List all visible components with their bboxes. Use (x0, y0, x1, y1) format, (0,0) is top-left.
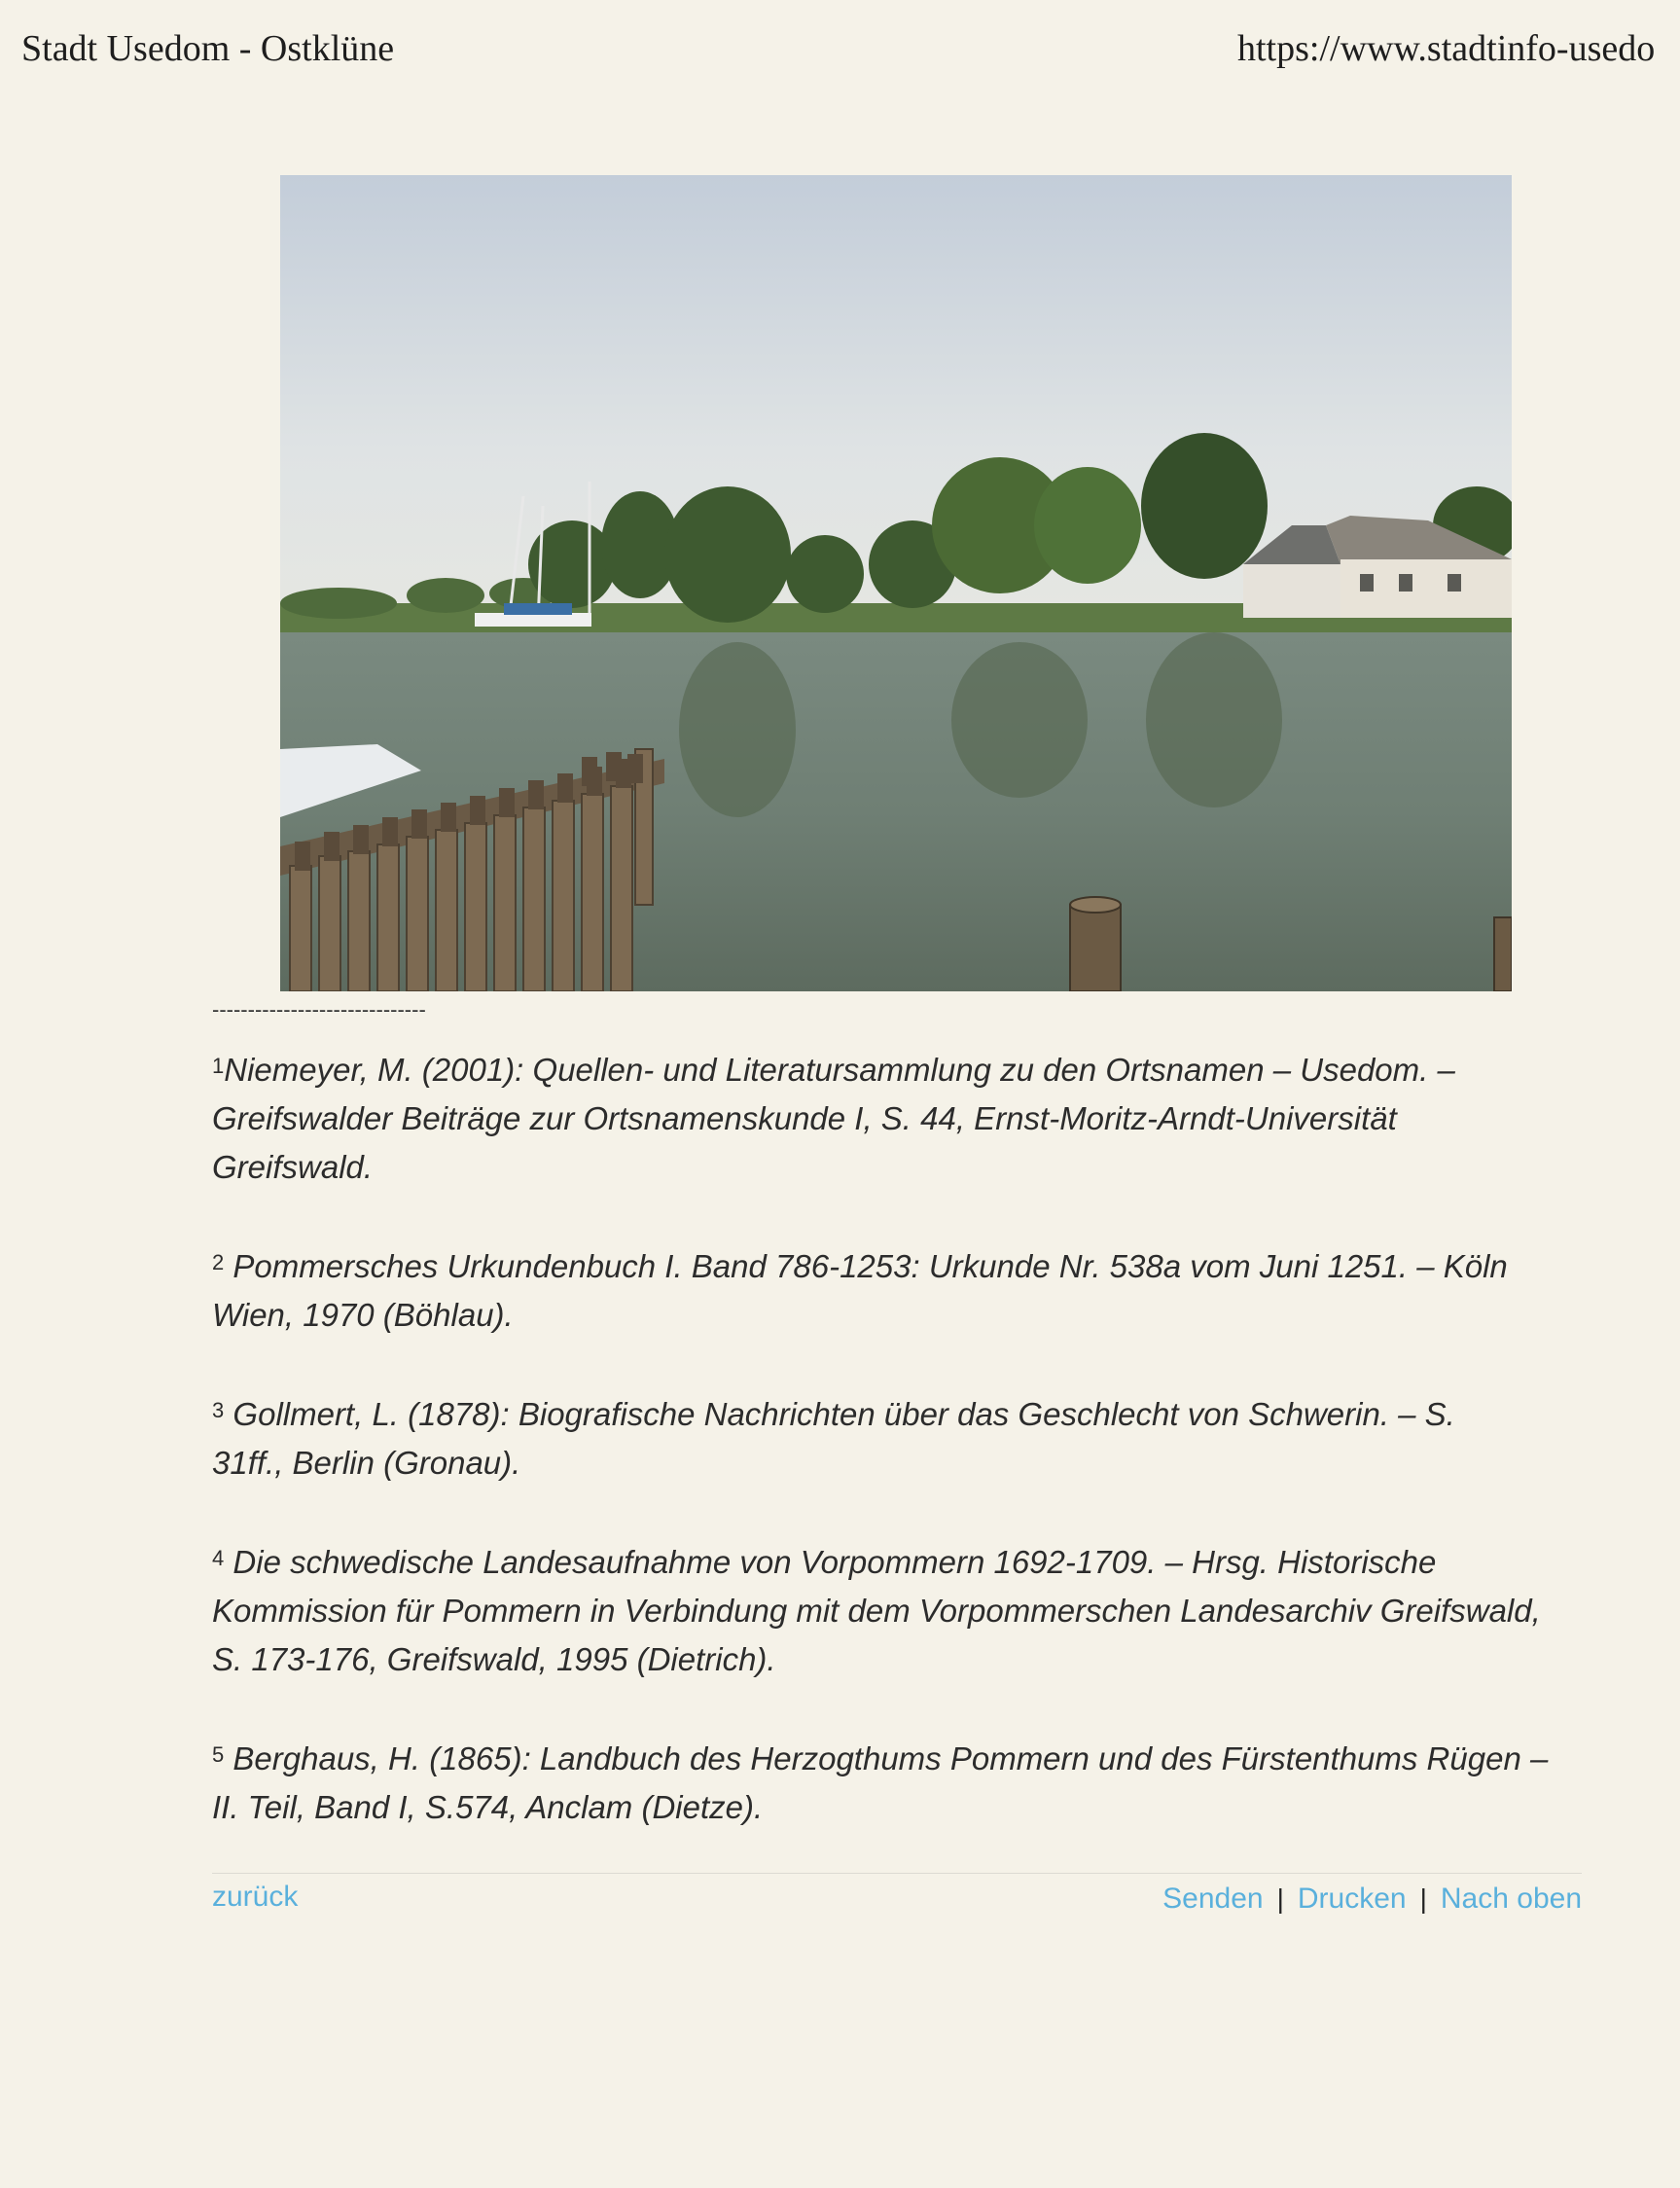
footnote-4: $^4$ Die schwedische Landesaufnahme von Vorpommern 1692-1709. – Hrsg. Historische Kommission für Pommern in Verbindung mit dem Vorpommerschen Landesarchiv Greifswald, S. 173-176, Greifswald, 1995 (Dietrich). (212, 1544, 1541, 1677)
page-title: Stadt Usedom - Ostklüne (21, 28, 395, 69)
footer-divider (212, 1873, 1582, 1874)
nav-divider: | (1276, 1883, 1284, 1914)
page-url: https://www.stadtinfo-usedo (1237, 28, 1656, 69)
back-link[interactable]: zurück (212, 1881, 299, 1913)
send-link[interactable]: Senden (1162, 1883, 1264, 1915)
print-link[interactable]: Drucken (1297, 1883, 1407, 1915)
footnote-5: $^5$ Berghaus, H. (1865): Landbuch des Herzogthums Pommern und des Fürstenthums Rügen – II. Teil, Band I, S.574, Anclam (Dietze). (212, 1740, 1549, 1825)
footnote-1: $^1$Niemeyer, M. (2001): Quellen- und Literatursammlung zu den Ortsnamen – Usedom. – Greifswalder Beiträge zur Ortsnamenskunde I, S. 44, Ernst-Moritz-Arndt-Universität Greifswald. (212, 1052, 1455, 1185)
footnote-3: $^3$ Gollmert, L. (1878): Biografische Nachrichten über das Geschlecht von Schwerin. – S. 31ff., Berlin (Gronau). (212, 1396, 1455, 1481)
bottom-nav (212, 1881, 1582, 1929)
page-actions (1162, 1883, 1582, 1916)
nav-divider: | (1419, 1883, 1427, 1914)
footnotes (212, 1046, 1593, 1883)
print-header (0, 27, 1680, 76)
footnote-separator: ------------------------------ (212, 997, 426, 1022)
footnote-2: $^2$ Pommersches Urkundenbuch I. Band 786-1253: Urkunde Nr. 538a vom Juni 1251. – Köln Wien, 1970 (Böhlau). (212, 1248, 1508, 1333)
back-to-top-link[interactable]: Nach oben (1440, 1883, 1582, 1915)
harbor-photo (280, 175, 1512, 991)
